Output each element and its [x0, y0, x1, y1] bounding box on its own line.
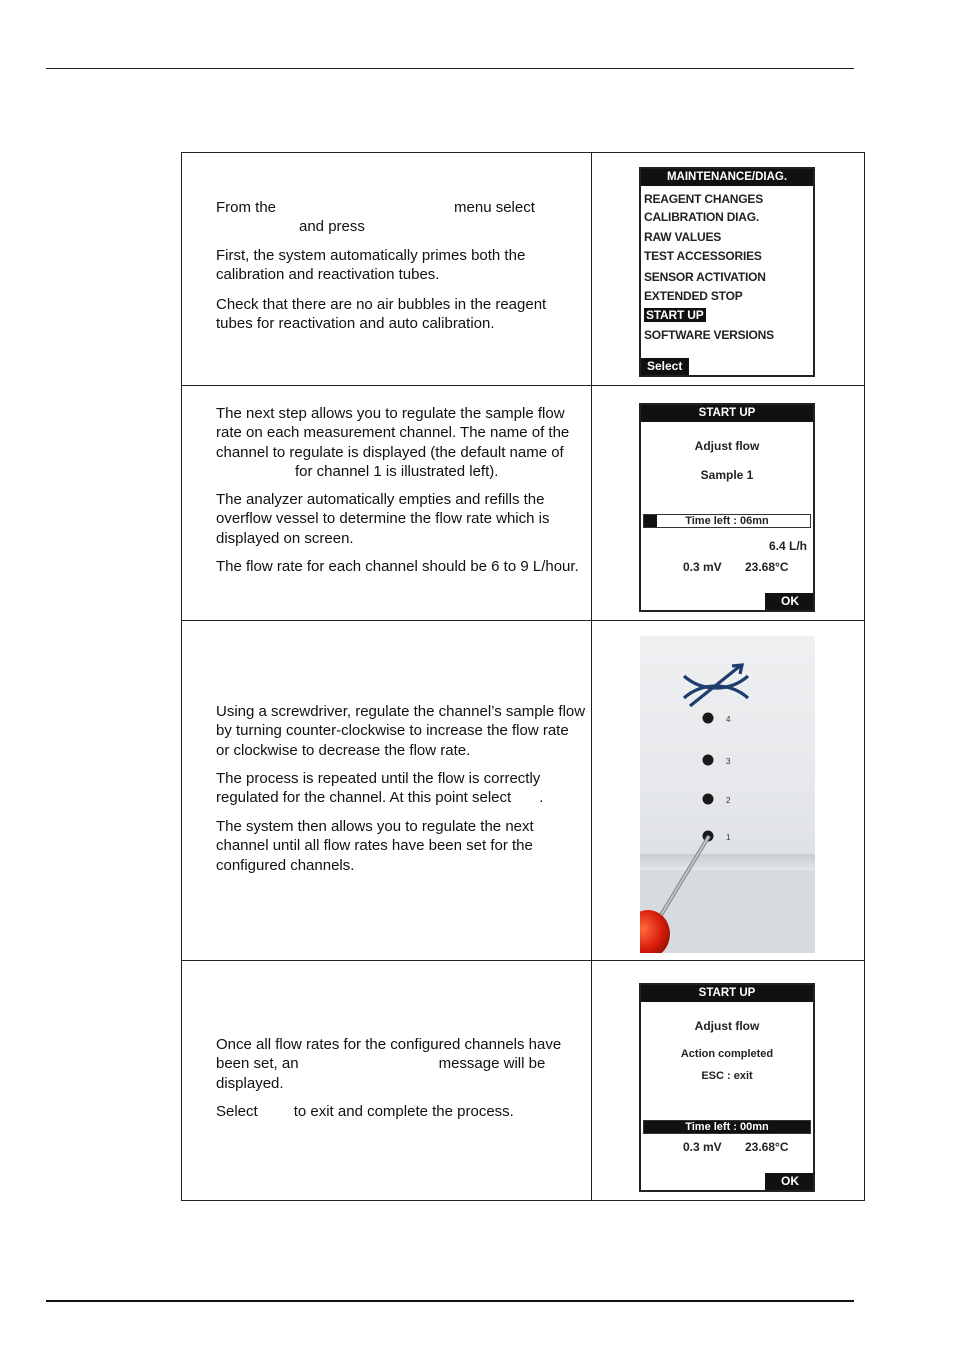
menu-item-test-accessories: TEST ACCESSORIES	[644, 249, 762, 263]
flow-adjust-symbol-icon	[684, 665, 748, 706]
footer-rule	[46, 1300, 854, 1302]
time-left-bar	[643, 1120, 811, 1134]
step-3-image-cell	[592, 621, 865, 961]
channel-label-1: 1	[726, 833, 731, 842]
time-left-text: Time left : 00mn	[685, 1121, 769, 1133]
menu-item-software-versions: SOFTWARE VERSIONS	[644, 328, 774, 342]
menu-item-extended-stop: EXTENDED STOP	[644, 289, 743, 303]
adjust-flow-label: Adjust flow	[694, 439, 760, 453]
ok-softkey: OK	[765, 593, 813, 610]
text-fragment: for channel 1 is illustrated left).	[295, 462, 499, 480]
ok-softkey: OK	[765, 1173, 813, 1190]
step-4-text-cell	[182, 961, 592, 1201]
step-3-paragraph-3: The system then allows you to regulate the next channel until all flow rates have been set for the configured channels.	[216, 818, 534, 874]
step-row-1	[182, 153, 865, 386]
esc-exit-hint: ESC : exit	[701, 1070, 753, 1082]
step-1-image-cell	[592, 153, 865, 386]
step-2-paragraph-2: The analyzer automatically empties and refills the overflow vessel to determine the flow rate which is displayed on screen.	[216, 491, 550, 547]
step-1-paragraph-2: First, the system automatically primes both the calibration and reactivation tubes.	[216, 247, 526, 284]
adjust-screw-4	[703, 713, 714, 724]
select-softkey: Select	[641, 358, 689, 375]
step-2-paragraph-3: The flow rate for each channel should be 6 to 9 L/hour.	[216, 558, 579, 575]
temperature-value: 23.68°C	[745, 1140, 789, 1154]
menu-item-start-up: START UP	[646, 308, 704, 322]
text-fragment: message will be displayed.	[216, 1055, 546, 1092]
menu-item-reagent-changes: REAGENT CHANGES	[644, 192, 764, 206]
flow-rate-value: 6.4 L/h	[768, 539, 807, 553]
step-row-3	[182, 621, 865, 961]
step-1-paragraph-1	[216, 198, 586, 237]
step-2-text-cell	[182, 386, 592, 621]
step-1-text-cell	[182, 153, 592, 386]
step-row-4	[182, 961, 865, 1201]
text-fragment: From the	[216, 199, 277, 216]
text-fragment: menu select	[454, 199, 535, 216]
step-1-paragraph-3: Check that there are no air bubbles in the reagent tubes for reactivation and auto calibration.	[216, 296, 547, 333]
start-up-flow-screen	[639, 403, 815, 612]
adjust-screw-3	[703, 755, 714, 766]
menu-item-sensor-activation: SENSOR ACTIVATION	[644, 270, 766, 284]
flow-adjustment-photo	[640, 636, 815, 953]
step-4-paragraph-2	[216, 1102, 586, 1121]
adjust-screw-2	[703, 794, 714, 805]
channel-label-3: 3	[726, 757, 731, 766]
mv-value: 0.3 mV	[683, 1140, 722, 1154]
screwdriver-adjustment-illustration	[640, 636, 815, 953]
maintenance-menu-screen	[639, 167, 815, 377]
screen-title: MAINTENANCE/DIAG.	[641, 169, 813, 186]
menu-item-calibration-diag: CALIBRATION DIAG.	[644, 210, 760, 224]
procedure-table	[181, 152, 865, 1201]
temperature-value: 23.68°C	[745, 560, 789, 574]
action-completed-message: Action completed	[680, 1048, 774, 1060]
progress-fill	[644, 515, 657, 527]
menu-item-raw-values: RAW VALUES	[644, 230, 722, 244]
text-fragment: The next step allows you to regulate the sample flow rate on each measurement channel. The name of the channel to regulate is displayed (the default name of	[216, 405, 570, 461]
header-rule	[46, 68, 854, 69]
channel-label-2: 2	[726, 796, 731, 805]
step-3-paragraph-1: Using a screwdriver, regulate the channel’s sample flow by turning counter-clockwise to increase the flow rate or clockwise to decrease the flow rate.	[216, 703, 586, 759]
text-fragment: to exit and complete the process.	[293, 1103, 514, 1120]
step-row-2	[182, 386, 865, 621]
time-left-bar	[643, 514, 811, 528]
text-fragment: The process is repeated until the flow is correctly regulated for the channel. At this point select	[216, 770, 541, 807]
sample-label: Sample 1	[700, 468, 754, 482]
start-up-complete-screen	[639, 983, 815, 1192]
step-2-image-cell	[592, 386, 865, 621]
step-3-text-cell	[182, 621, 592, 961]
mv-value: 0.3 mV	[683, 560, 722, 574]
text-fragment: and press	[299, 218, 365, 236]
channel-label-4: 4	[726, 715, 731, 724]
text-fragment: Once all flow rates for the configured channels have been set, an	[216, 1036, 562, 1073]
screen-title: START UP	[641, 405, 813, 422]
time-left-text: Time left : 06mn	[685, 515, 769, 527]
step-3-paragraph-2	[216, 769, 586, 808]
step-2-paragraph-1	[216, 404, 588, 481]
step-4-image-cell	[592, 961, 865, 1201]
text-fragment: .	[539, 789, 544, 807]
step-4-paragraph-1	[216, 1035, 588, 1093]
screen-title: START UP	[641, 985, 813, 1002]
adjust-flow-label: Adjust flow	[694, 1019, 760, 1033]
text-fragment: Select	[216, 1103, 258, 1120]
